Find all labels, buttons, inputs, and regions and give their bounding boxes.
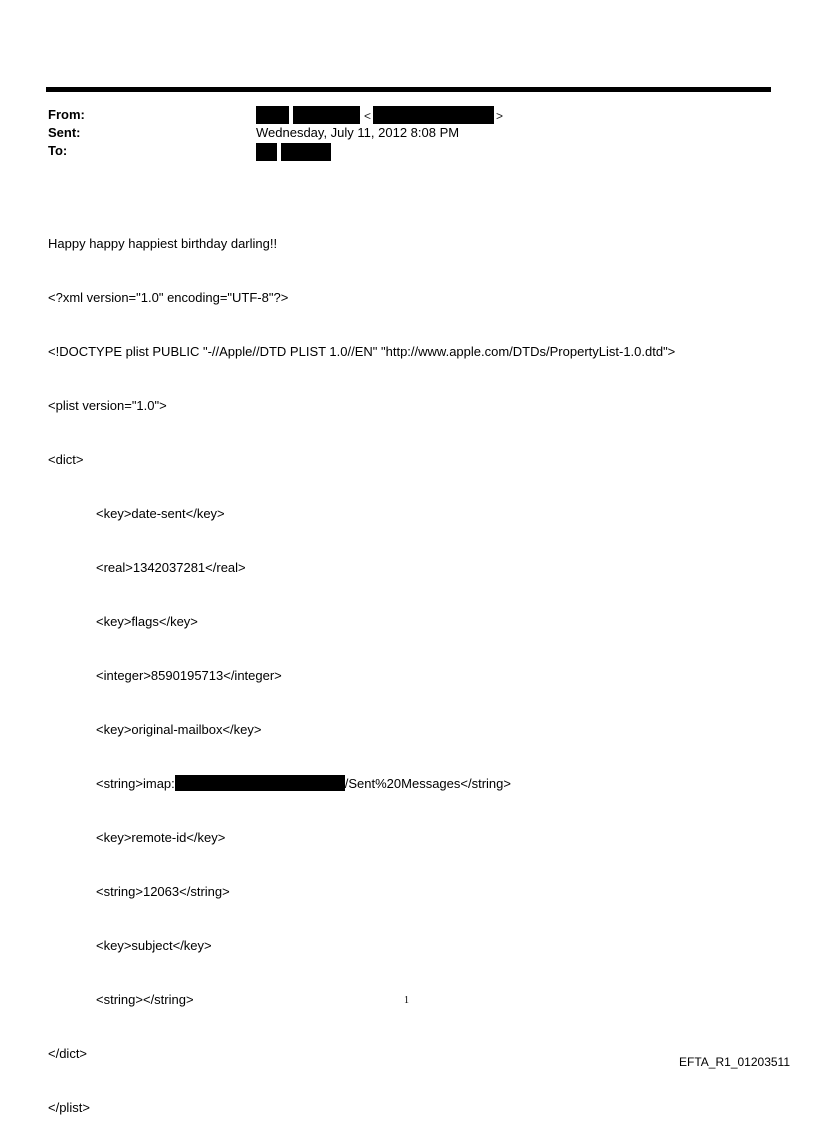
string-remote-id: <string>12063</string> <box>96 884 230 899</box>
string-imap-line <box>48 775 675 793</box>
sent-value: Wednesday, July 11, 2012 8:08 PM <box>256 125 460 140</box>
message-body <box>48 199 675 1135</box>
integer-value: <integer>8590195713</integer> <box>96 668 282 683</box>
greeting-line: Happy happy happiest birthday darling!! <box>48 236 278 251</box>
key-remote-id: <key>remote-id</key> <box>96 830 226 845</box>
page-number: 1 <box>404 995 409 1006</box>
redaction-from-last <box>293 106 360 124</box>
header-rule <box>46 87 771 92</box>
plist-open: <plist version="1.0"> <box>48 398 167 413</box>
from-open-angle: < <box>364 109 372 123</box>
key-original-mailbox: <key>original-mailbox</key> <box>96 722 262 737</box>
string-subject: <string></string> <box>96 992 194 1007</box>
real-value: <real>1342037281</real> <box>96 560 246 575</box>
to-label: To: <box>48 143 68 158</box>
redaction-from-email <box>373 106 494 124</box>
plist-close: </plist> <box>48 1100 90 1115</box>
dict-close: </dict> <box>48 1046 88 1061</box>
bates-number: EFTA_R1_01203511 <box>679 1055 790 1069</box>
from-close-angle: > <box>496 109 504 123</box>
doctype-line: <!DOCTYPE plist PUBLIC "-//Apple//DTD PLIST 1.0//EN" "http://www.apple.com/DTDs/PropertyList-1.0.dtd"> <box>48 344 676 359</box>
redaction-imap-address <box>175 775 345 791</box>
redaction-to-first <box>256 143 277 161</box>
dict-open: <dict> <box>48 452 84 467</box>
key-date-sent: <key>date-sent</key> <box>96 506 225 521</box>
sent-label: Sent: <box>48 125 81 140</box>
key-flags: <key>flags</key> <box>96 614 198 629</box>
redaction-to-last <box>281 143 331 161</box>
string-imap-prefix: <string>imap: <box>96 776 175 791</box>
key-subject: <key>subject</key> <box>96 938 212 953</box>
from-label: From: <box>48 107 85 122</box>
redaction-from-first <box>256 106 289 124</box>
xml-declaration: <?xml version="1.0" encoding="UTF-8"?> <box>48 290 289 305</box>
string-imap-suffix: /Sent%20Messages</string> <box>344 776 511 791</box>
